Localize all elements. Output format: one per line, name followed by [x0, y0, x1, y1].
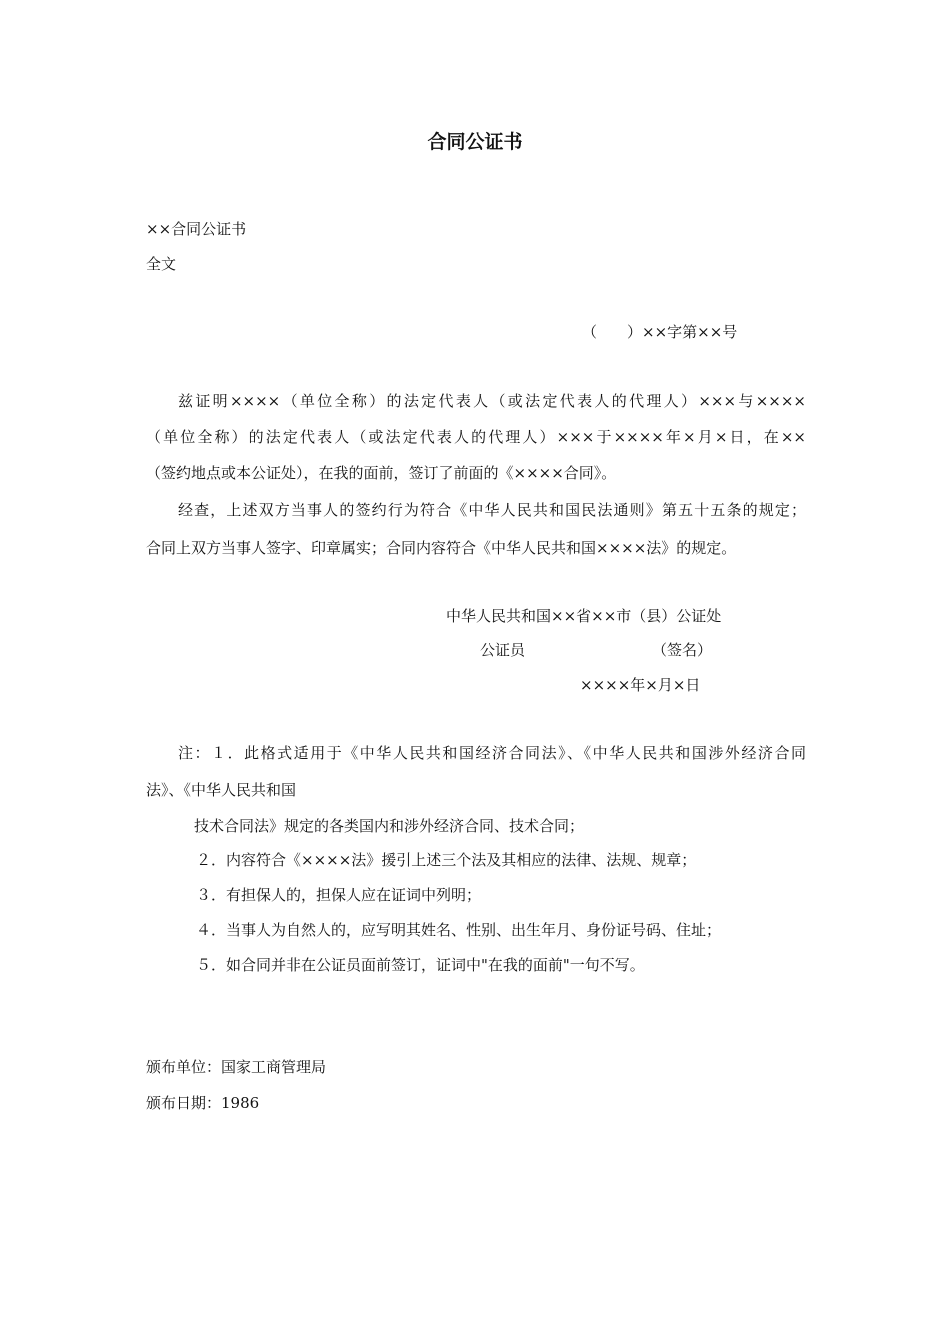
- body-para1-line3: （签约地点或本公证处），在我的面前，签订了前面的《××××合同》。: [146, 464, 617, 482]
- notary-label: 公证员: [480, 641, 526, 659]
- full-text-label: 全文: [146, 255, 177, 273]
- document-number: （ ）××字第××号: [582, 323, 738, 341]
- notary-office: 中华人民共和国××省××市（县）公证处: [446, 607, 722, 625]
- signature-label: （签名）: [652, 641, 713, 659]
- document-name: ××合同公证书: [146, 220, 247, 238]
- body-para2-line1: 经查，上述双方当事人的签约行为符合《中华人民共和国民法通则》第五十五条的规定；: [178, 501, 806, 519]
- body-para1-line2: （单位全称）的法定代表人（或法定代表人的代理人）×××于××××年×月×日，在××: [146, 428, 806, 446]
- note-line7: ５．如合同并非在公证员面前签订，证词中"在我的面前"一句不写。: [196, 956, 645, 974]
- note-line6: ４．当事人为自然人的，应写明其姓名、性别、出生年月、身份证号码、住址；: [196, 921, 722, 939]
- note-line1: 注：１．此格式适用于《中华人民共和国经济合同法》、《中华人民共和国涉外经济合同: [178, 744, 806, 762]
- note-line3: 技术合同法》规定的各类国内和涉外经济合同、技术合同；: [194, 817, 585, 835]
- body-para2-line2: 合同上双方当事人签字、印章属实；合同内容符合《中华人民共和国××××法》的规定。: [146, 539, 737, 557]
- note-line5: ３．有担保人的，担保人应在证词中列明；: [196, 886, 482, 904]
- document-title: 合同公证书: [427, 131, 523, 153]
- signature-date: ××××年×月×日: [580, 676, 701, 694]
- note-line2: 法》、《中华人民共和国: [146, 781, 297, 799]
- note-line4: ２．内容符合《××××法》援引上述三个法及其相应的法律、法规、规章；: [196, 851, 697, 869]
- body-para1-line1: 兹证明××××（单位全称）的法定代表人（或法定代表人的代理人）×××与××××: [178, 392, 806, 410]
- issue-date: 颁布日期：1986: [146, 1094, 260, 1112]
- issuer: 颁布单位：国家工商管理局: [146, 1058, 327, 1076]
